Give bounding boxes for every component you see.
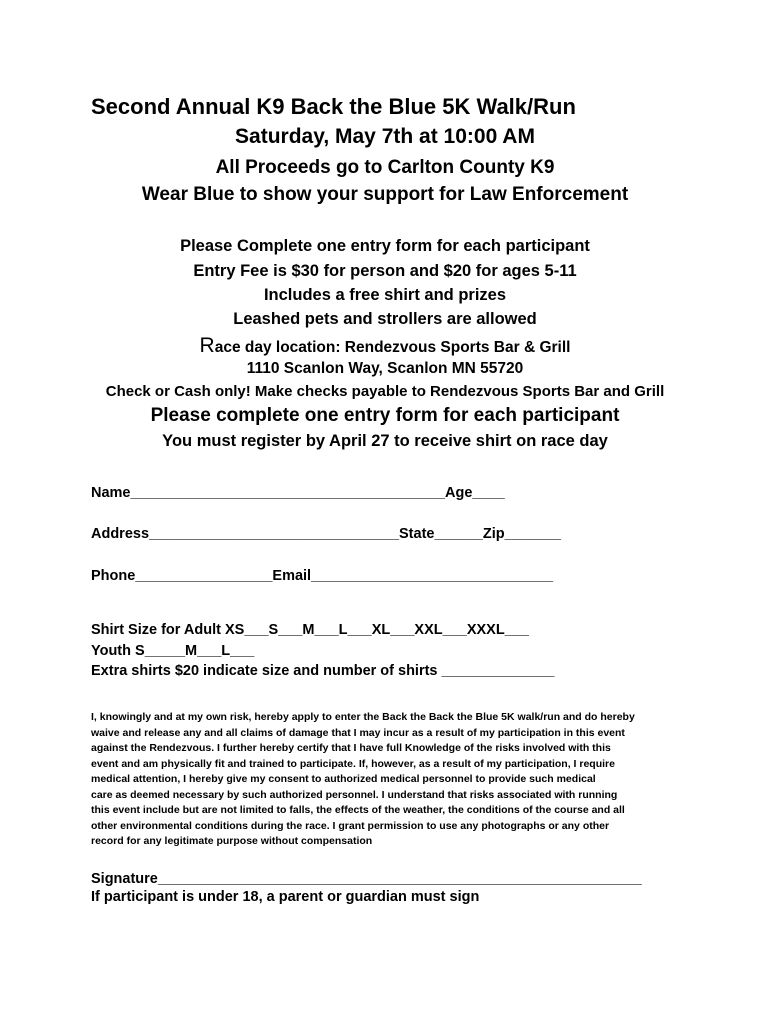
- register-deadline: You must register by April 27 to receive shirt on race day: [162, 432, 608, 450]
- adult-shirt-size-field[interactable]: Shirt Size for Adult XS___S___M___L___XL___XXL___XXXL___: [91, 622, 529, 638]
- race-location-text: ace day location: Rendezvous Sports Bar & Grill: [214, 339, 571, 356]
- entry-form-instruction: Please Complete one entry form for each participant: [180, 237, 590, 255]
- name-age-field[interactable]: Name_______________________________________Age____: [91, 485, 505, 501]
- proceeds-note: All Proceeds go to Carlton County K9: [215, 157, 555, 178]
- waiver-line: event and am physically fit and trained to participate. If, however, as a result of my participation, I require: [91, 757, 615, 770]
- event-title: Second Annual K9 Back the Blue 5K Walk/Run: [91, 94, 576, 119]
- address-state-zip-field[interactable]: Address_______________________________State______Zip_______: [91, 526, 562, 542]
- guardian-note: If participant is under 18, a parent or guardian must sign: [91, 889, 480, 905]
- race-location-initial: R: [199, 334, 215, 357]
- youth-shirt-size-field[interactable]: Youth S_____M___L___: [91, 643, 255, 659]
- event-date: Saturday, May 7th at 10:00 AM: [235, 125, 535, 148]
- waiver-line: waive and release any and all claims of damage that I may incur as a result of my participation in this event: [91, 726, 625, 739]
- extra-shirts-field[interactable]: Extra shirts $20 indicate size and number of shirts ______________: [91, 663, 555, 679]
- wear-blue-note: Wear Blue to show your support for Law Enforcement: [141, 184, 629, 205]
- race-location: [0, 334, 770, 358]
- complete-form-note: Please complete one entry form for each participant: [150, 405, 620, 426]
- payment-note: Check or Cash only! Make checks payable to Rendezvous Sports Bar and Grill: [105, 383, 665, 400]
- waiver-line: against the Rendezvous. I further hereby certify that I have full Knowledge of the risks involved with this: [91, 742, 611, 754]
- signature-field[interactable]: Signature____________________________________________________________: [91, 871, 642, 887]
- waiver-text: [91, 710, 691, 850]
- waiver-line: record for any legitimate purpose without compensation: [91, 835, 373, 847]
- waiver-line: other environmental conditions during the race. I grant permission to use any photographs or any other: [91, 819, 610, 832]
- race-address: 1110 Scanlon Way, Scanlon MN 55720: [246, 360, 524, 377]
- waiver-line: medical attention, I hereby give my consent to authorized medical personnel to provide such medical: [91, 773, 596, 785]
- phone-email-field[interactable]: Phone_________________Email______________________________: [91, 568, 554, 584]
- waiver-line: I, knowingly and at my own risk, hereby apply to enter the Back the Back the Blue 5K walk/run and do hereby: [91, 711, 635, 723]
- entry-fee: Entry Fee is $30 for person and $20 for ages 5-11: [193, 262, 577, 280]
- waiver-line: this event include but are not limited to falls, the effects of the weather, the conditions of the course and all: [91, 804, 625, 816]
- shirt-prizes-note: Includes a free shirt and prizes: [263, 286, 507, 304]
- pets-strollers-note: Leashed pets and strollers are allowed: [233, 310, 537, 328]
- waiver-line: care as deemed necessary by such authorized personnel. I understand that risks associated with running: [91, 788, 618, 801]
